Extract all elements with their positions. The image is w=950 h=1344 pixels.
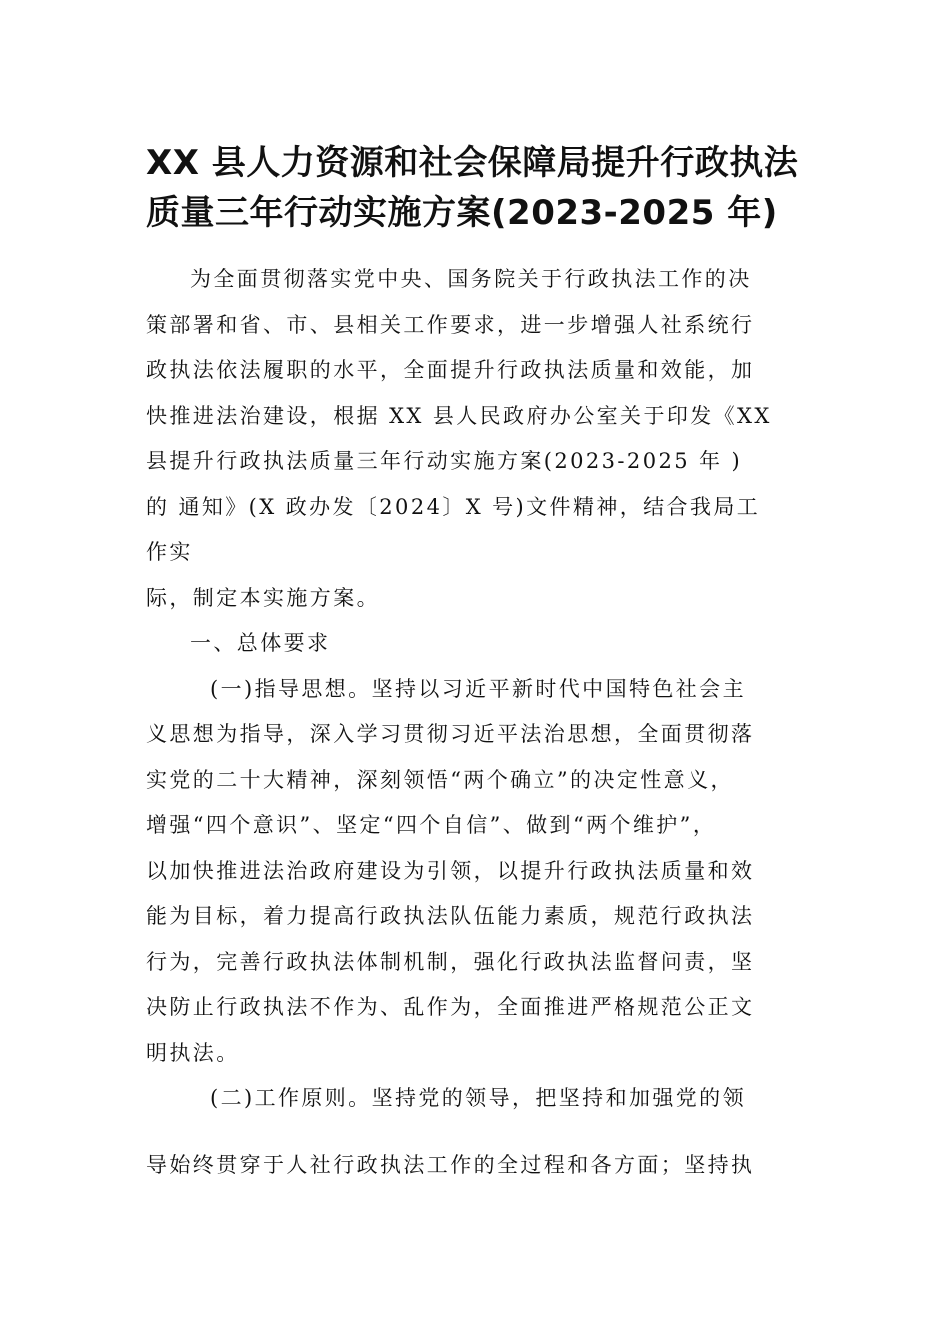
paragraph-line: 作实 [146,540,193,564]
paragraph-line: 以加快推进法治政府建设为引领，以提升行政执法质量和效 [146,859,755,883]
document-title-line-1: XX 县人力资源和社会保障局提升行政执法 [146,143,799,183]
paragraph-line: 行为，完善行政执法体制机制，强化行政执法监督问责，坚 [146,950,755,974]
paragraph-line: 明执法。 [146,1041,240,1065]
paragraph-line: 实党的二十大精神，深刻领悟“两个确立”的决定性意义， [146,768,734,792]
paragraph-line: 县提升行政执法质量三年行动实施方案(2023-2025 年 ) [146,449,743,473]
paragraph-line: 能为目标，着力提高行政执法队伍能力素质，规范行政执法 [146,904,755,928]
paragraph-line: (二)工作原则。坚持党的领导，把坚持和加强党的领 [210,1086,746,1110]
paragraph-line: 的 通知》(X 政办发〔2024〕X 号)文件精神，结合我局工 [146,495,761,519]
paragraph-line: 快推进法治建设，根据 XX 县人民政府办公室关于印发《XX [146,404,772,428]
paragraph-line: 为全面贯彻落实党中央、国务院关于行政执法工作的决 [190,267,752,291]
paragraph-line: 际，制定本实施方案。 [146,586,380,610]
paragraph-line: 策部署和省、市、县相关工作要求，进一步增强人社系统行 [146,313,755,337]
paragraph-line: 决防止行政执法不作为、乱作为，全面推进严格规范公正文 [146,995,755,1019]
paragraph-line: (一)指导思想。坚持以习近平新时代中国特色社会主 [210,677,746,701]
paragraph-line: 政执法依法履职的水平，全面提升行政执法质量和效能，加 [146,358,755,382]
document-title-line-2: 质量三年行动实施方案(2023-2025 年) [146,193,778,233]
paragraph-line: 义思想为指导，深入学习贯彻习近平法治思想，全面贯彻落 [146,722,755,746]
section-heading: 一、总体要求 [190,631,331,655]
paragraph-line: 增强“四个意识”、坚定“四个自信”、做到“两个维护”， [146,813,717,837]
paragraph-line: 导始终贯穿于人社行政执法工作的全过程和各方面；坚持执 [146,1153,755,1177]
